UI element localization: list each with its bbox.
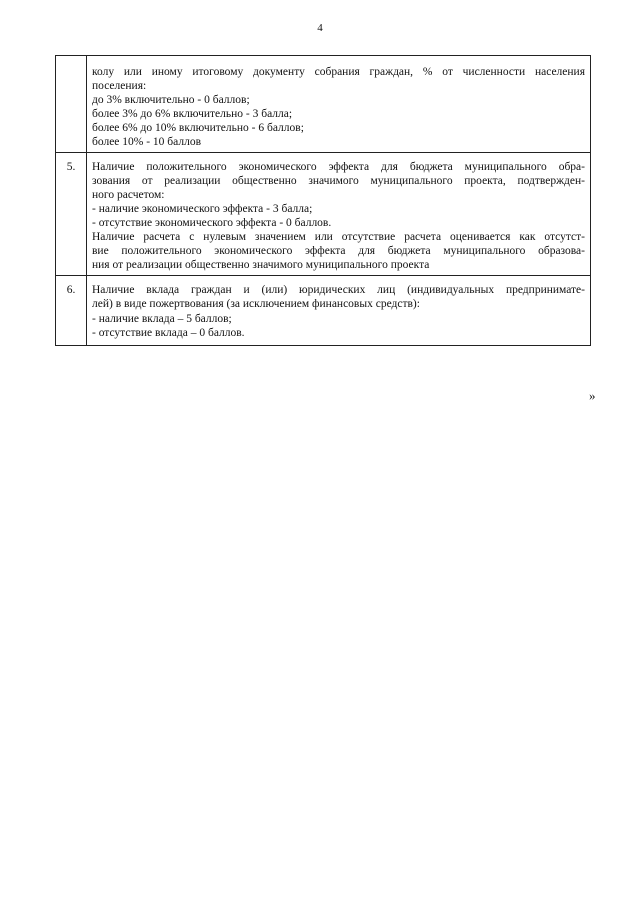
criterion-text-cell (87, 56, 591, 153)
criterion-line: Наличие расчета с нулевым значением или отсутствие расчета оценивается как отсутст- (92, 231, 585, 244)
criterion-line: ния от реализации общественно значимого муниципального проекта (92, 259, 430, 272)
criterion-text-cell (87, 276, 591, 345)
criterion-line: более 10% - 10 баллов (92, 136, 202, 149)
criterion-line: - наличие экономического эффекта - 3 балла; (92, 202, 313, 215)
criterion-line: вие положительного экономического эффекта для бюджета муниципального образова- (92, 245, 585, 258)
criterion-line: поселения: (92, 80, 147, 93)
row-number-cell: 6. (56, 276, 87, 345)
criterion-line: Наличие положительного экономического эффекта для бюджета муниципального обра- (92, 160, 585, 173)
criterion-line: зования от реализации общественно значимого муниципального проекта, подтвержден- (92, 174, 585, 187)
row-number-cell (56, 56, 87, 153)
criterion-line: - отсутствие вклада – 0 баллов. (92, 326, 245, 339)
closing-quote-mark: » (589, 388, 596, 403)
row-number-cell: 5. (56, 152, 87, 276)
criteria-table (55, 55, 591, 346)
criterion-line: более 6% до 10% включительно - 6 баллов; (92, 122, 304, 135)
page-number: 4 (317, 22, 323, 34)
table-row-criterion-5 (56, 152, 591, 276)
table-row-criterion-6 (56, 276, 591, 345)
criterion-line: более 3% до 6% включительно - 3 балла; (92, 108, 293, 121)
criterion-text-cell (87, 152, 591, 276)
criterion-line: - отсутствие экономического эффекта - 0 баллов. (92, 216, 332, 229)
criterion-line: лей) в виде пожертвования (за исключением финансовых средств): (92, 298, 420, 311)
criterion-line: до 3% включительно - 0 баллов; (92, 94, 250, 107)
criterion-line: Наличие вклада граждан и (или) юридических лиц (индивидуальных предпринимате- (92, 284, 585, 297)
criterion-line: ного расчетом: (92, 188, 165, 201)
table-row-continuation (56, 56, 591, 153)
criterion-line: колу или иному итоговому документу собрания граждан, % от численности населения (92, 66, 585, 78)
criterion-line: - наличие вклада – 5 баллов; (92, 312, 232, 325)
